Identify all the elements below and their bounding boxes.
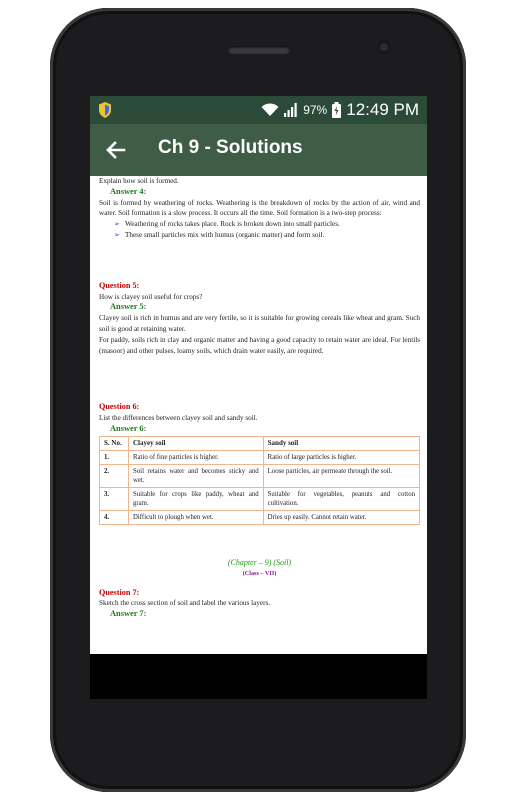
status-bar [90,96,427,124]
screen [90,96,427,699]
wifi-icon [261,103,279,117]
question-5-text: How is clayey soil useful for crops? [99,292,203,301]
speaker-grille [228,46,290,54]
bullet-text: Weathering of rocks takes place. Rock is broken down into small particles. [125,220,340,229]
table-cell: Loose particles, air permeate through the soil. [263,464,419,487]
table-header-row [100,436,420,450]
question-6-label: Question 6: [99,402,140,412]
bullet-text: These small particles mix with humus (organic matter) and form soil. [125,230,325,239]
question-7-label: Question 7: [99,587,140,597]
answer-7-label: Answer 7: [110,609,147,619]
app-bar [90,124,427,176]
battery-icon [332,102,341,118]
arrow-bullet-icon: ➢ [114,220,120,229]
battery-percent: 97% [303,103,328,117]
chapter-heading: (Chapter – 9) (Soil) [227,557,292,567]
table-cell: Difficult to plough when wet. [129,510,264,524]
class-heading: (Class – VII) [242,569,277,577]
table-cell: 2. [100,464,129,487]
front-camera [377,40,391,54]
table-row [100,450,420,464]
soil-comparison-table [99,436,420,525]
answer-4-text: Soil is formed by weathering of rocks. Weathering is the breakdown of rocks by the action of air, wind and water. Soil formation is a slow process. It occurs all the time. Soil formation is a two-step process: [99,198,420,218]
arrow-bullet-icon: ➢ [114,230,120,239]
question-7-text: Sketch the cross section of soil and label the various layers. [99,599,271,608]
table-row [100,464,420,487]
answer-5-paragraph: Clayey soil is rich in humus and are very fertile, so it is suitable for growing cereals like wheat and gram. Such soil is good at retaining water. [99,314,420,333]
table-header: Sandy soil [263,436,419,450]
table-header: S. No. [100,436,129,450]
table-cell: 4. [100,510,129,524]
answer-5-label: Answer 5: [110,302,147,312]
answer-4-bullet [99,219,420,230]
answer-5-paragraph: For paddy, soils rich in clay and organic matter and having a good capacity to retain water are ideal. For lentils (masoor) and other pulses, loamy soils, which drain water easily, are required. [99,335,420,355]
table-cell: 1. [100,450,129,464]
table-cell: Dries up easily. Cannot retain water. [263,510,419,524]
table-cell: Suitable for vegetables, peanuts and cotton cultivation. [263,487,419,510]
table-cell: 3. [100,487,129,510]
question-4-text: Explain how soil is formed. [99,177,179,185]
table-cell: Soil retains water and becomes sticky and wet. [129,464,264,487]
table-cell: Ratio of large particles is higher. [263,450,419,464]
page-title: Ch 9 - Solutions [158,137,303,158]
navigation-bar [90,654,427,699]
answer-4-label: Answer 4: [110,186,147,196]
status-icons [261,96,419,124]
answer-6-label: Answer 6: [110,423,147,433]
question-6-text: List the differences between clayey soil and sandy soil. [99,414,258,423]
table-row [100,487,420,510]
back-arrow-icon[interactable] [102,136,130,164]
question-5-label: Question 5: [99,280,140,290]
table-cell: Ratio of fine particles is higher. [129,450,264,464]
shield-icon [98,102,112,118]
table-header: Clayey soil [129,436,264,450]
solutions-content[interactable] [90,176,427,654]
table-cell: Suitable for crops like paddy, wheat and gram. [129,487,264,510]
clock: 12:49 PM [346,100,419,119]
signal-icon [284,103,298,117]
answer-4-bullet [99,230,420,241]
table-row [100,510,420,524]
